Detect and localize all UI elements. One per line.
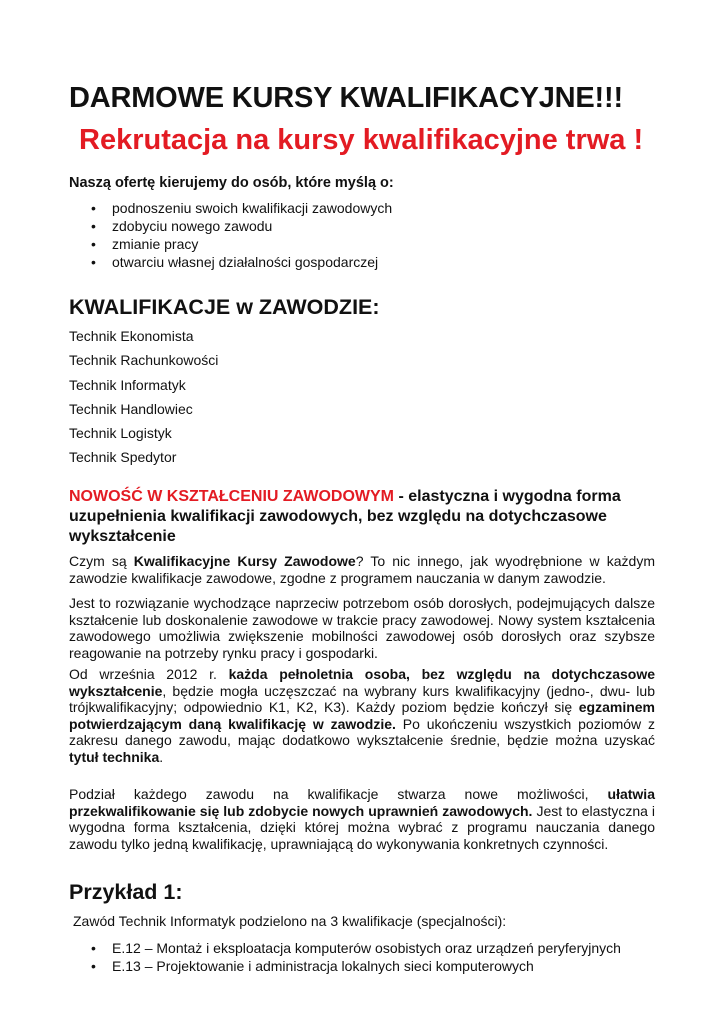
intro-lead: Naszą ofertę kierujemy do osób, które myślą o:	[69, 175, 394, 191]
paragraph-courses-definition: Czym są Kwalifikacyjne Kursy Zawodowe? To nic innego, jak wyodrębnione w każdym zawodzie kwalifikacje zawodowe, zgodne z programem nauczania w danym zawodzie.	[69, 553, 655, 586]
list-item: • E.13 – Projektowanie i administracja lokalnych sieci komputerowych	[88, 957, 621, 975]
paragraph-division-benefits: Podział każdego zawodu na kwalifikacje stwarza nowe możliwości, ułatwia przekwalifikowanie się lub zdobycie nowych uprawnień zawodowych. Jest to elastyczna i wygodna forma kształcenia, dzięki której można wybrać z programu nauczania danego zawodu tylko jedną kwalifikację, uprawniającą do wykonywania konkretnych czynności.	[69, 786, 655, 852]
list-item: • E.12 – Montaż i eksploatacja komputerów osobistych oraz urządzeń peryferyjnych	[88, 939, 621, 957]
list-item: • zdobyciu nowego zawodu	[88, 217, 392, 235]
news-heading	[69, 487, 629, 547]
list-item: Technik Ekonomista	[69, 328, 194, 344]
news-description: - elastyczna i wygodna forma uzupełnienia kwalifikacji zawodowych, bez względu na dotychczasowe wykształcenie	[69, 488, 621, 545]
list-item: Technik Spedytor	[69, 449, 177, 466]
list-item: • otwarciu własnej działalności gospodarczej	[88, 253, 392, 271]
paragraph-solution: Jest to rozwiązanie wychodzące naprzeciw potrzebom osób dorosłych, podejmujących dalsze kształcenie lub doskonalenie zawodowe w trakcie pracy zawodowej. Nowy system kształcenia zawodowego umożliwia zwiększenie mobilności zawodowej osób dorosłych oraz szybsze reagowanie na potrzeby rynku pracy i gospodarki.	[69, 595, 655, 661]
qualifications-heading: KWALIFIKACJE w ZAWODZIE:	[69, 295, 380, 319]
page-title: DARMOWE KURSY KWALIFIKACYJNE!!!	[69, 82, 623, 114]
example-intro: Zawód Technik Informatyk podzielono na 3 kwalifikacje (specjalności):	[73, 913, 507, 929]
specializations-list	[88, 939, 621, 975]
list-item: Technik Rachunkowości	[69, 352, 219, 369]
example-heading: Przykład 1:	[69, 880, 183, 904]
recruitment-subtitle: Rekrutacja na kursy kwalifikacyjne trwa !	[79, 124, 644, 156]
list-item: Technik Handlowiec	[69, 400, 193, 417]
news-highlight: NOWOŚĆ W KSZTAŁCENIU ZAWODOWYM	[69, 488, 394, 505]
list-item: Technik Informatyk	[69, 376, 186, 393]
list-item: Technik Logistyk	[69, 425, 172, 442]
list-item: • podnoszeniu swoich kwalifikacji zawodowych	[88, 199, 392, 217]
courses-name: Kwalifikacyjne Kursy Zawodowe	[133, 553, 356, 569]
paragraph-eligibility: Od września 2012 r. każda pełnoletnia osoba, bez względu na dotychczasowe wykształcenie, będzie mogła uczęszczać na wybrany kurs kwalifikacyjny (jedno-, dwu- lub trójkwalifikacyjny; odpowiednio K1, K2, K3). Każdy poziom będzie kończył się egzaminem potwierdzającym daną kwalifikację w zawodzie. Po ukończeniu wszystkich poziomów z zakresu danego zawodu, mając dodatkowo wykształcenie średnie, będzie można uzyskać tytuł technika.	[69, 666, 656, 765]
list-item: • zmianie pracy	[88, 235, 392, 253]
qualifications-list	[69, 327, 218, 473]
target-goals-list	[88, 199, 392, 271]
